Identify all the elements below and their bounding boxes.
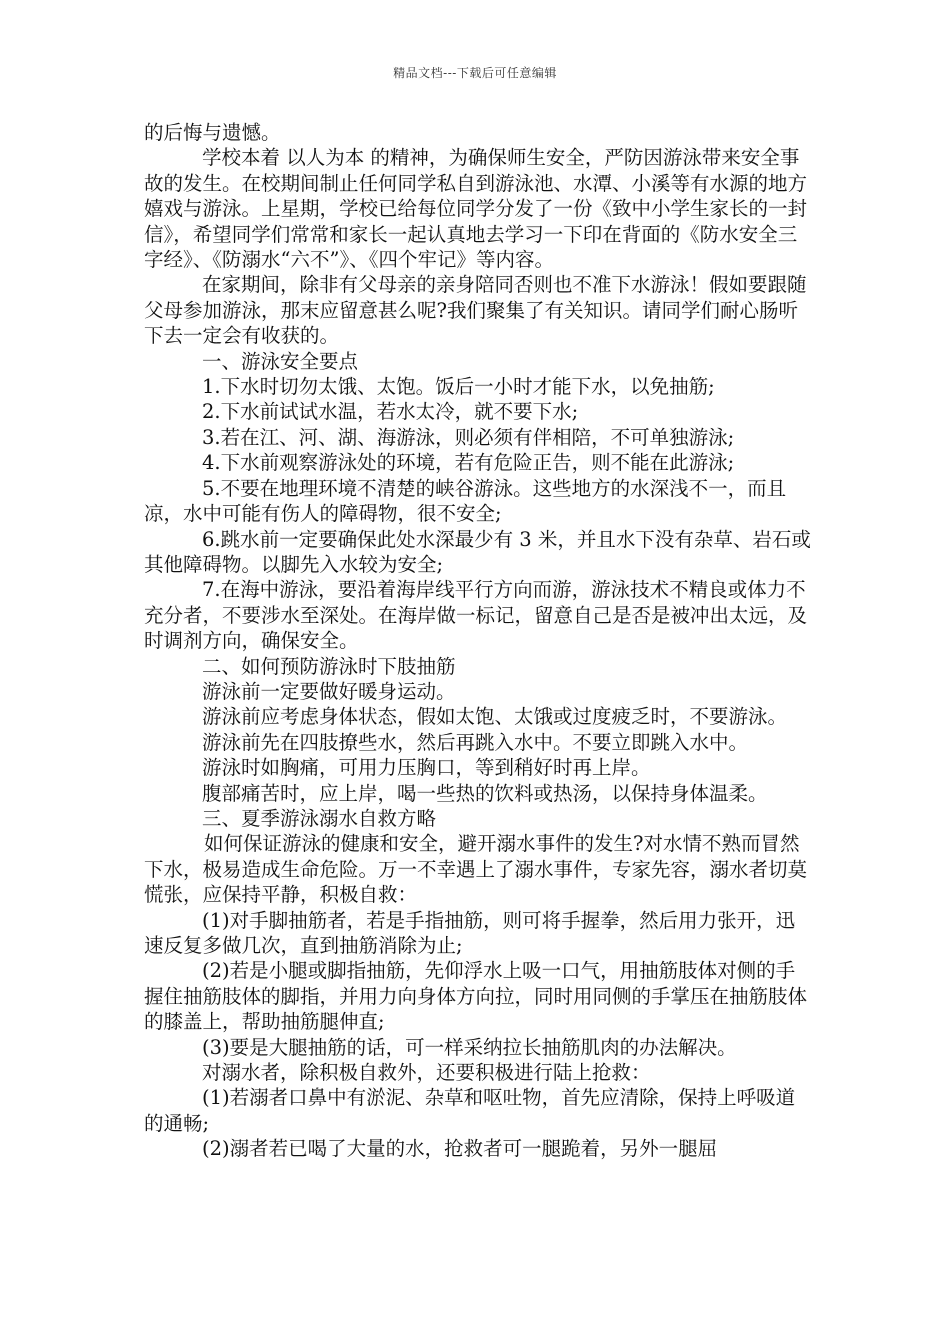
paragraph: (2)溺者若已喝了大量的水，抢救者可一腿跪着，另外一腿屈 xyxy=(202,1137,718,1161)
paragraph: 二、如何预防游泳时下肢抽筋 xyxy=(202,654,456,678)
paragraph: 4.下水前观察游泳处的环境，若有危险正告，则不能在此游泳; xyxy=(202,451,735,475)
paragraph: 1.下水时切勿太饿、太饱。饭后一小时才能下水，以免抽筋; xyxy=(202,375,715,399)
paragraph: (1)对手脚抽筋者，若是手指抽筋，则可将手握拳，然后用力张开，迅速反复多做几次，直到抽筋消除为止; xyxy=(144,908,796,957)
paragraph: 游泳前先在四肢撩些水，然后再跳入水中。不要立即跳入水中。 xyxy=(202,730,749,754)
paragraph: 游泳时如胸痛，可用力压胸口，等到稍好时再上岸。 xyxy=(202,756,651,780)
paragraph: 游泳前一定要做好暖身运动。 xyxy=(202,679,456,703)
paragraph: 在家期间，除非有父母亲的亲身陪同否则也不准下水游泳！假如要跟随父母参加游泳，那末应留意甚么呢?我们聚集了有关知识。请同学们耐心肠听下去一定会有收获的。 xyxy=(144,273,807,348)
paragraph: 学校本着 以人为本 的精神，为确保师生安全，严防因游泳带来安全事故的发生。在校期间制止任何同学私自到游泳池、水潭、小溪等有水源的地方嬉戏与游泳。上星期，学校已给每位同学分发了一份《致中小学生家长的一封信》，希望同学们常常和家长一起认真地去学习一下印在背面的《防水安全三字经》、《防溺水“六不”》、《四个牢记》等内容。 xyxy=(144,146,808,272)
page-header: 精品文档---下载后可任意编辑 xyxy=(393,66,557,80)
paragraph: 5.不要在地理环境不清楚的峡谷游泳。这些地方的水深浅不一，而且凉，水中可能有伤人的障碍物，很不安全; xyxy=(144,476,787,526)
paragraph: 的后悔与遗憾。 xyxy=(144,121,281,144)
paragraph: 如何保证游泳的健康和安全，避开溺水事件的发生?对水情不熟而冒然下水，极易造成生命危险。万一不幸遇上了溺水事件，专家先容，溺水者切莫慌张，应保持平静，积极自救： xyxy=(144,832,808,907)
document-body xyxy=(144,120,812,1162)
paragraph: 对溺水者，除积极自救外，还要积极进行陆上抢救： xyxy=(202,1061,651,1085)
paragraph: 7.在海中游泳，要沿着海岸线平行方向而游，游泳技术不精良或体力不充分者，不要涉水至深处。在海岸做一标记，留意自己是否是被冲出太远，及时调剂方向，确保安全。 xyxy=(144,578,808,653)
paragraph: 3.若在江、河、湖、海游泳，则必须有伴相陪，不可单独游泳; xyxy=(202,425,735,449)
paragraph: 游泳前应考虑身体状态，假如太饱、太饿或过度疲乏时，不要游泳。 xyxy=(202,705,788,729)
paragraph: 腹部痛苦时，应上岸，喝一些热的饮料或热汤，以保持身体温柔。 xyxy=(202,781,768,805)
paragraph: 6.跳水前一定要确保此处水深最少有 3 米，并且水下没有杂草、岩石或其他障碍物。以脚先入水较为安全; xyxy=(144,527,811,576)
paragraph: (2)若是小腿或脚指抽筋，先仰浮水上吸一口气，用抽筋肢体对侧的手握住抽筋肢体的脚指，并用力向身体方向拉，同时用同侧的手掌压在抽筋肢体的膝盖上，帮助抽筋腿伸直; xyxy=(144,959,808,1034)
paragraph: (1)若溺者口鼻中有淤泥、杂草和呕吐物，首先应清除，保持上呼吸道的通畅; xyxy=(144,1086,796,1135)
paragraph: 2.下水前试试水温，若水太冷，就不要下水; xyxy=(202,400,579,424)
paragraph: (3)要是大腿抽筋的话，可一样采纳拉长抽筋肌肉的办法解决。 xyxy=(202,1035,737,1059)
paragraph: 一、游泳安全要点 xyxy=(202,349,359,373)
paragraph: 三、夏季游泳溺水自救方略 xyxy=(202,806,437,830)
